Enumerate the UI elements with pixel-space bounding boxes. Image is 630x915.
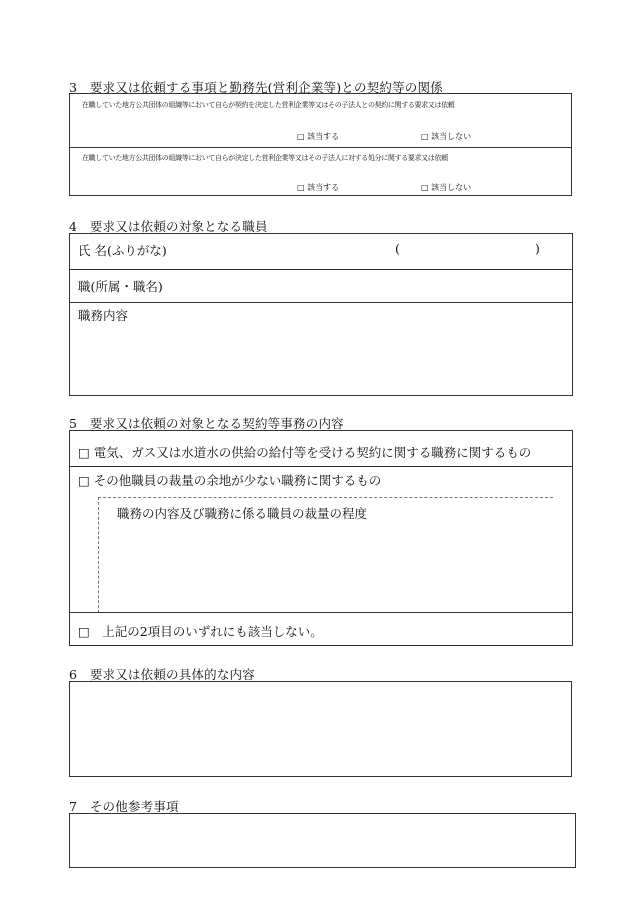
low-discretion-checkbox[interactable]: □ その他職員の裁量の余地が少ない職務に関するもの	[78, 473, 382, 488]
table-row-divider	[70, 302, 572, 303]
contract-decision-text: 在職していた地方公共団体の組織等において自らが契約を決定した営利企業等又はその子法人との契約に関する要求又は依頼	[82, 101, 455, 109]
table-row-divider	[70, 269, 572, 270]
request-content-box[interactable]	[69, 681, 572, 777]
furigana-paren-open: (	[395, 241, 400, 256]
discretion-detail-label: 職務の内容及び職務に係る職員の裁量の程度	[117, 506, 368, 521]
contract-relation-table	[69, 93, 572, 196]
sub-box-top-border	[98, 497, 553, 498]
section-5-heading: 5 要求又は依頼の対象となる契約等事務の内容	[69, 416, 344, 431]
disposition-decision-text: 在職していた地方公共団体の組織等において自らが決定した営利企業等又はその子法人に対する処分に関する要求又は依頼	[82, 154, 448, 162]
section-4-heading: 4 要求又は依頼の対象となる職員	[69, 219, 268, 234]
not-applicable-checkbox[interactable]: □ 上記の2項目のいずれにも該当しない。	[78, 624, 323, 639]
duties-label: 職務内容	[78, 308, 129, 323]
table-row-divider	[70, 466, 572, 467]
sub-box-left-border	[98, 497, 99, 613]
contract-decision-yes-checkbox[interactable]: □ 該当する	[297, 132, 340, 141]
contract-affairs-table	[69, 430, 573, 646]
target-employee-table	[69, 233, 573, 396]
disposition-decision-no-checkbox[interactable]: □ 該当しない	[421, 183, 472, 192]
utility-contract-checkbox[interactable]: □ 電気、ガス又は水道水の供給の給付等を受ける契約に関する職務に関するもの	[78, 445, 532, 460]
furigana-paren-close: )	[535, 241, 540, 256]
table-row-divider	[70, 612, 572, 613]
post-label: 職(所属・職名)	[78, 279, 163, 294]
section-6-heading: 6 要求又は依頼の具体的な内容	[69, 667, 255, 682]
section-7-heading: 7 その他参考事項	[69, 799, 179, 814]
table-row-divider	[70, 147, 571, 148]
name-label: 氏 名(ふりがな)	[78, 243, 167, 258]
contract-decision-no-checkbox[interactable]: □ 該当しない	[421, 132, 472, 141]
section-3-heading: 3 要求又は依頼する事項と勤務先(営利企業等)との契約等の関係	[69, 80, 443, 95]
other-reference-box[interactable]	[69, 813, 576, 868]
disposition-decision-yes-checkbox[interactable]: □ 該当する	[297, 183, 340, 192]
